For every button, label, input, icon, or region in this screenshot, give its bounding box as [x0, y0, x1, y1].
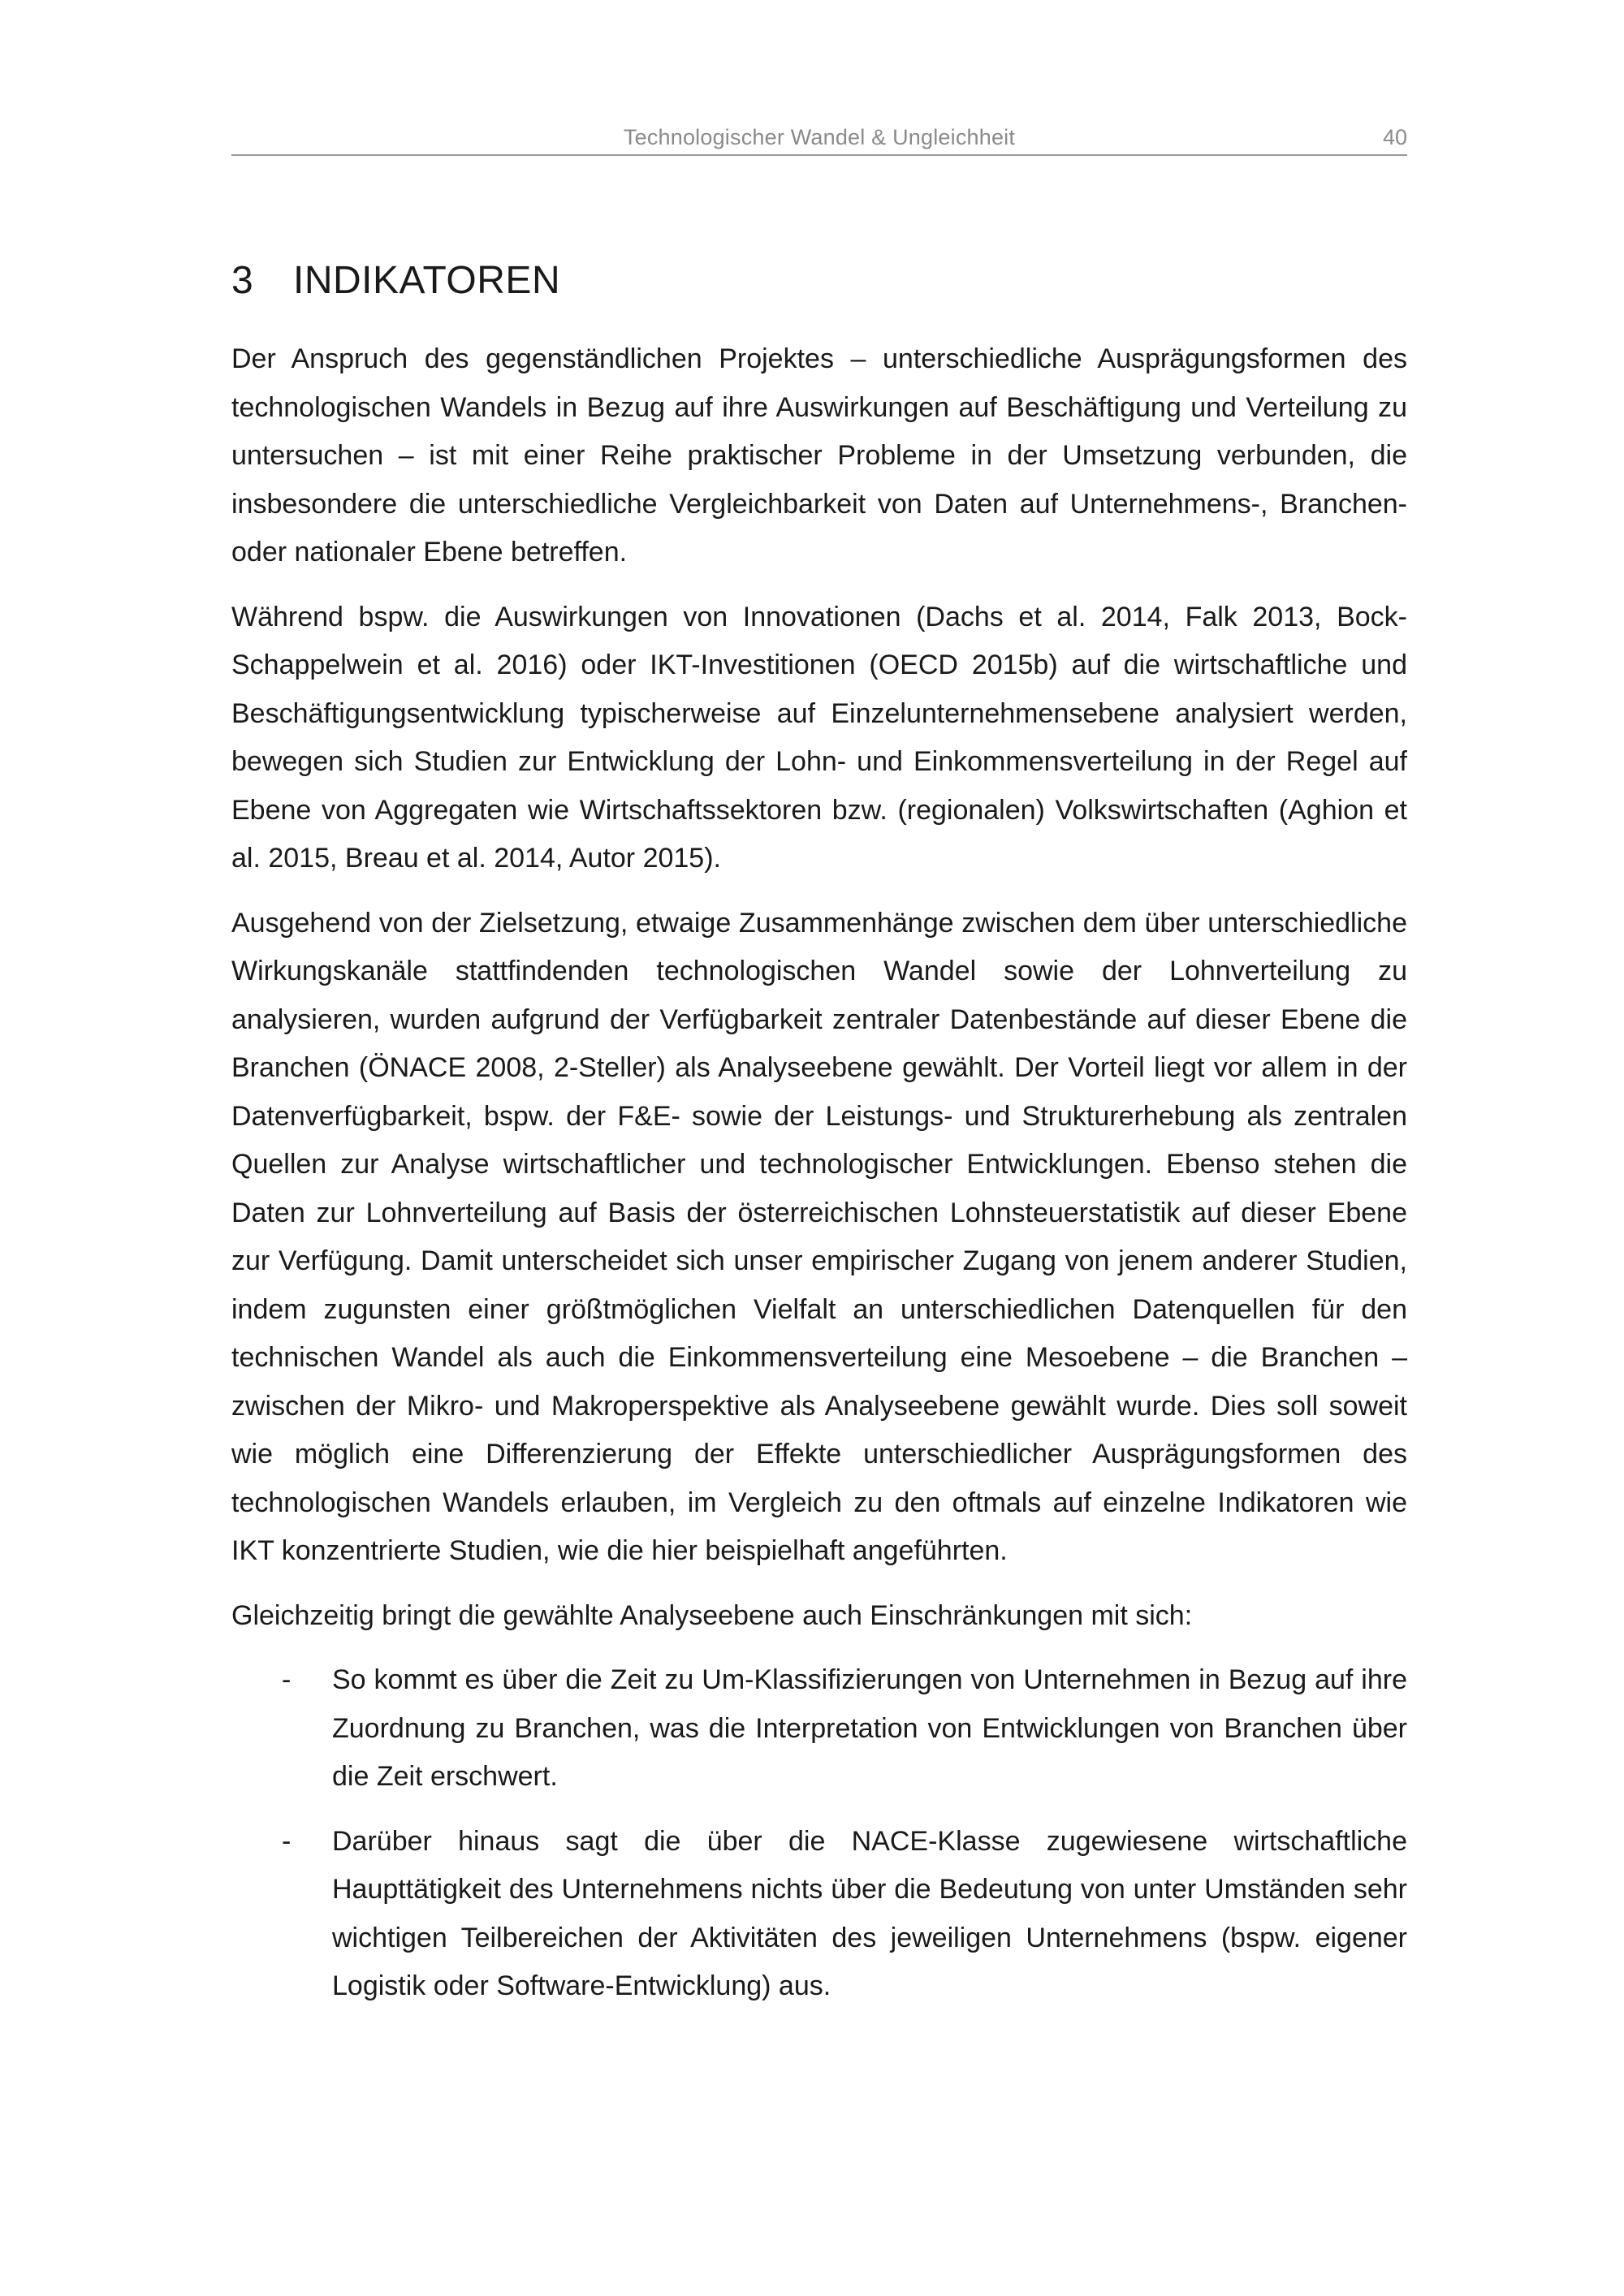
- list-item-text: Darüber hinaus sagt die über die NACE-Klasse zugewiesene wirtschaftliche Haupttätigkeit des Unternehmens nichts über die Bedeutung von unter Umständen sehr wichtigen Teilbereichen der Aktivitäten des jeweiligen Unternehmens (bspw. eigener Logistik oder Software-Entwicklung) aus.: [332, 1825, 1407, 2001]
- paragraph-analysis-level: Ausgehend von der Zielsetzung, etwaige Zusammenhänge zwischen dem über unterschiedliche Wirkungskanäle stattfindenden technologischen Wandel sowie der Lohnverteilung zu analysieren, wurden aufgrund der Verfügbarkeit zentraler Datenbestände auf dieser Ebene die Branchen (ÖNACE 2008, 2-Steller) als Analyseebene gewählt. Der Vorteil liegt vor allem in der Datenverfügbarkeit, bspw. der F&E- sowie der Leistungs- und Strukturerhebung als zentralen Quellen zur Analyse wirtschaftlicher und technologischer Entwicklungen. Ebenso stehen die Daten zur Lohnverteilung auf Basis der österreichischen Lohnsteuerstatistik auf dieser Ebene zur Verfügung. Damit unterscheidet sich unser empirischer Zugang von jenem anderer Studien, indem zugunsten einer größtmöglichen Vielfalt an unterschiedlichen Datenquellen für den technischen Wandel als auch die Einkommensverteilung eine Mesoebene – die Branchen – zwischen der Mikro- und Makroperspektive als Analyseebene gewählt wurde. Dies soll soweit wie möglich eine Differenzierung der Effekte unterschiedlicher Ausprägungsformen des technologischen Wandels erlauben, im Vergleich zu den oftmals auf einzelne Indikatoren wie IKT konzentrierte Studien, wie die hier beispielhaft angeführten.: [231, 907, 1407, 1566]
- paragraph-intro: Der Anspruch des gegenständlichen Projektes – unterschiedliche Ausprägungsformen des technologischen Wandels in Bezug auf ihre Auswirkungen auf Beschäftigung und Verteilung zu untersuchen – ist mit einer Reihe praktischer Probleme in der Umsetzung verbunden, die insbesondere die unterschiedliche Vergleichbarkeit von Daten auf Unternehmens-, Branchen- oder nationaler Ebene betreffen.: [231, 343, 1407, 568]
- body-text: [231, 335, 1407, 2027]
- bullet-marker: -: [282, 1664, 292, 1695]
- list-item-text: So kommt es über die Zeit zu Um-Klassifizierungen von Unternehmen in Bezug auf ihre Zuordnung zu Branchen, was die Interpretation von Entwicklungen von Branchen über die Zeit erschwert.: [332, 1664, 1407, 1792]
- paragraph-levels: Während bspw. die Auswirkungen von Innovationen (Dachs et al. 2014, Falk 2013, Bock-Schappelwein et al. 2016) oder IKT-Investitionen (OECD 2015b) auf die wirtschaftliche und Beschäftigungsentwicklung typischerweise auf Einzelunternehmensebene analysiert werden, bewegen sich Studien zur Entwicklung der Lohn- und Einkommensverteilung in der Regel auf Ebene von Aggregaten wie Wirtschaftssektoren bzw. (regionalen) Volkswirtschaften (Aghion et al. 2015, Breau et al. 2014, Autor 2015).: [231, 601, 1407, 874]
- chapter-heading: [231, 258, 560, 303]
- paragraph-limitations: Gleichzeitig bringt die gewählte Analyseebene auch Einschränkungen mit sich:: [231, 1599, 1193, 1631]
- page-number: 40: [1382, 125, 1407, 149]
- limitations-list: [231, 1656, 1407, 2011]
- chapter-title: INDIKATOREN: [293, 259, 561, 302]
- running-header: [231, 122, 1407, 156]
- header-title: Technologischer Wandel & Ungleichheit: [623, 125, 1016, 149]
- list-item: [231, 1818, 1407, 2011]
- list-item: [231, 1656, 1407, 1802]
- chapter-number: 3: [231, 259, 254, 302]
- bullet-marker: -: [282, 1825, 292, 1857]
